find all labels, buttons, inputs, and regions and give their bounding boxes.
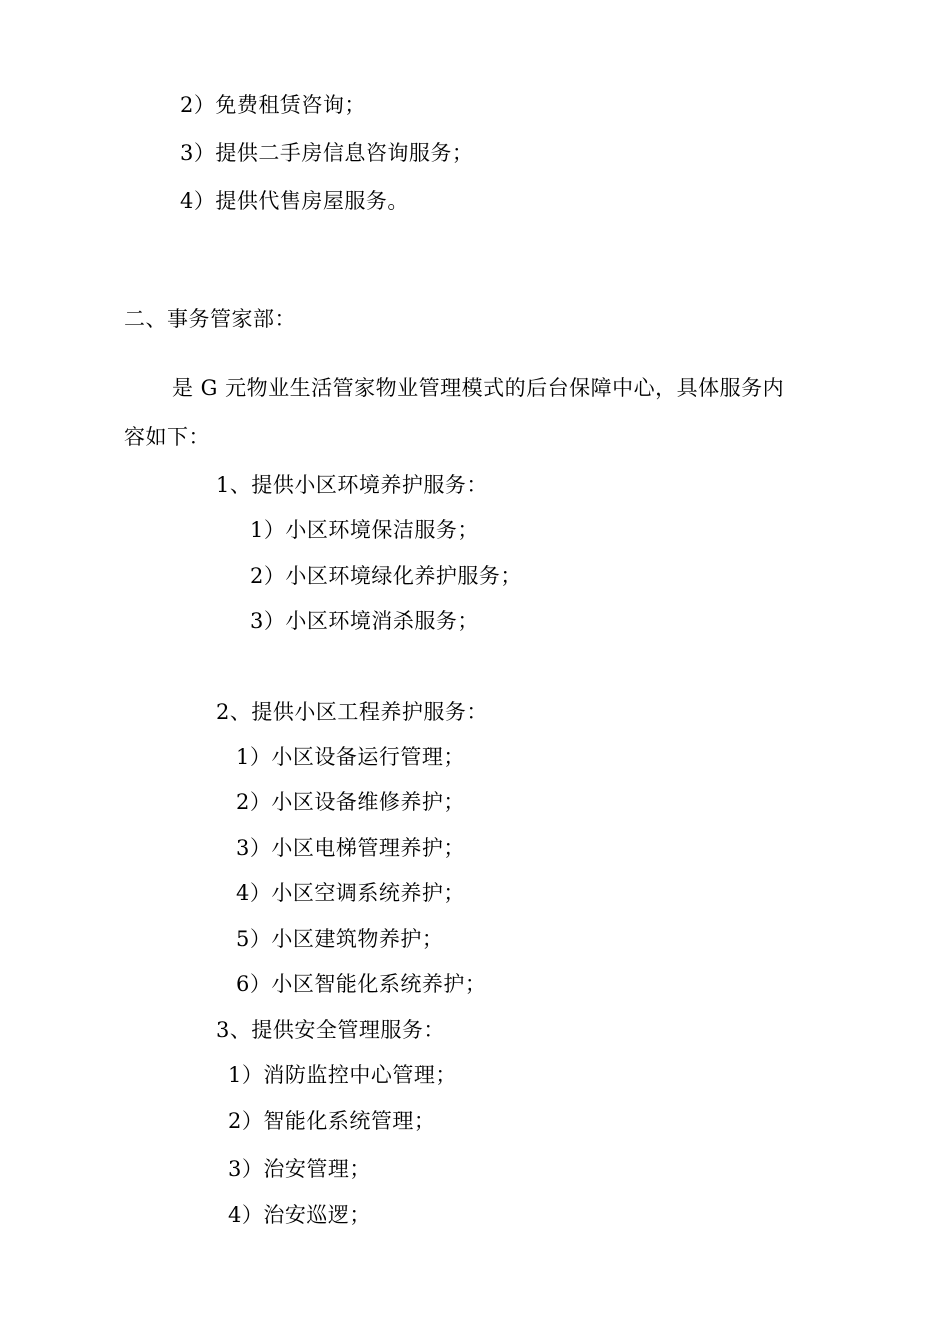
section-title: 二、事务管家部：: [124, 307, 296, 331]
group-heading-security: 3、提供安全管理服务：: [216, 1018, 445, 1042]
list-item: 3）提供二手房信息咨询服务；: [180, 141, 474, 165]
list-item: 1）小区设备运行管理；: [236, 745, 465, 769]
group-heading-environment: 1、提供小区环境养护服务：: [216, 473, 488, 497]
list-item: 3）治安管理；: [228, 1157, 371, 1181]
list-item: 1）小区环境保洁服务；: [250, 518, 479, 542]
list-item: 4）提供代售房屋服务。: [180, 189, 409, 213]
list-item: 2）小区设备维修养护；: [236, 790, 465, 814]
intro-line-2: 容如下：: [124, 425, 210, 449]
list-item: 2）智能化系统管理；: [228, 1109, 436, 1133]
list-item: 6）小区智能化系统养护；: [236, 972, 487, 996]
group-heading-engineering: 2、提供小区工程养护服务：: [216, 700, 488, 724]
list-item: 2）免费租赁咨询；: [180, 93, 366, 117]
list-item: 3）小区电梯管理养护；: [236, 836, 465, 860]
list-item: 3）小区环境消杀服务；: [250, 609, 479, 633]
list-item: 1）消防监控中心管理；: [228, 1063, 457, 1087]
list-item: 4）小区空调系统养护；: [236, 881, 465, 905]
list-item: 2）小区环境绿化养护服务；: [250, 564, 522, 588]
intro-line-1: 是 G 元物业生活管家物业管理模式的后台保障中心，具体服务内: [172, 376, 785, 400]
list-item: 4）治安巡逻；: [228, 1203, 371, 1227]
list-item: 5）小区建筑物养护；: [236, 927, 444, 951]
